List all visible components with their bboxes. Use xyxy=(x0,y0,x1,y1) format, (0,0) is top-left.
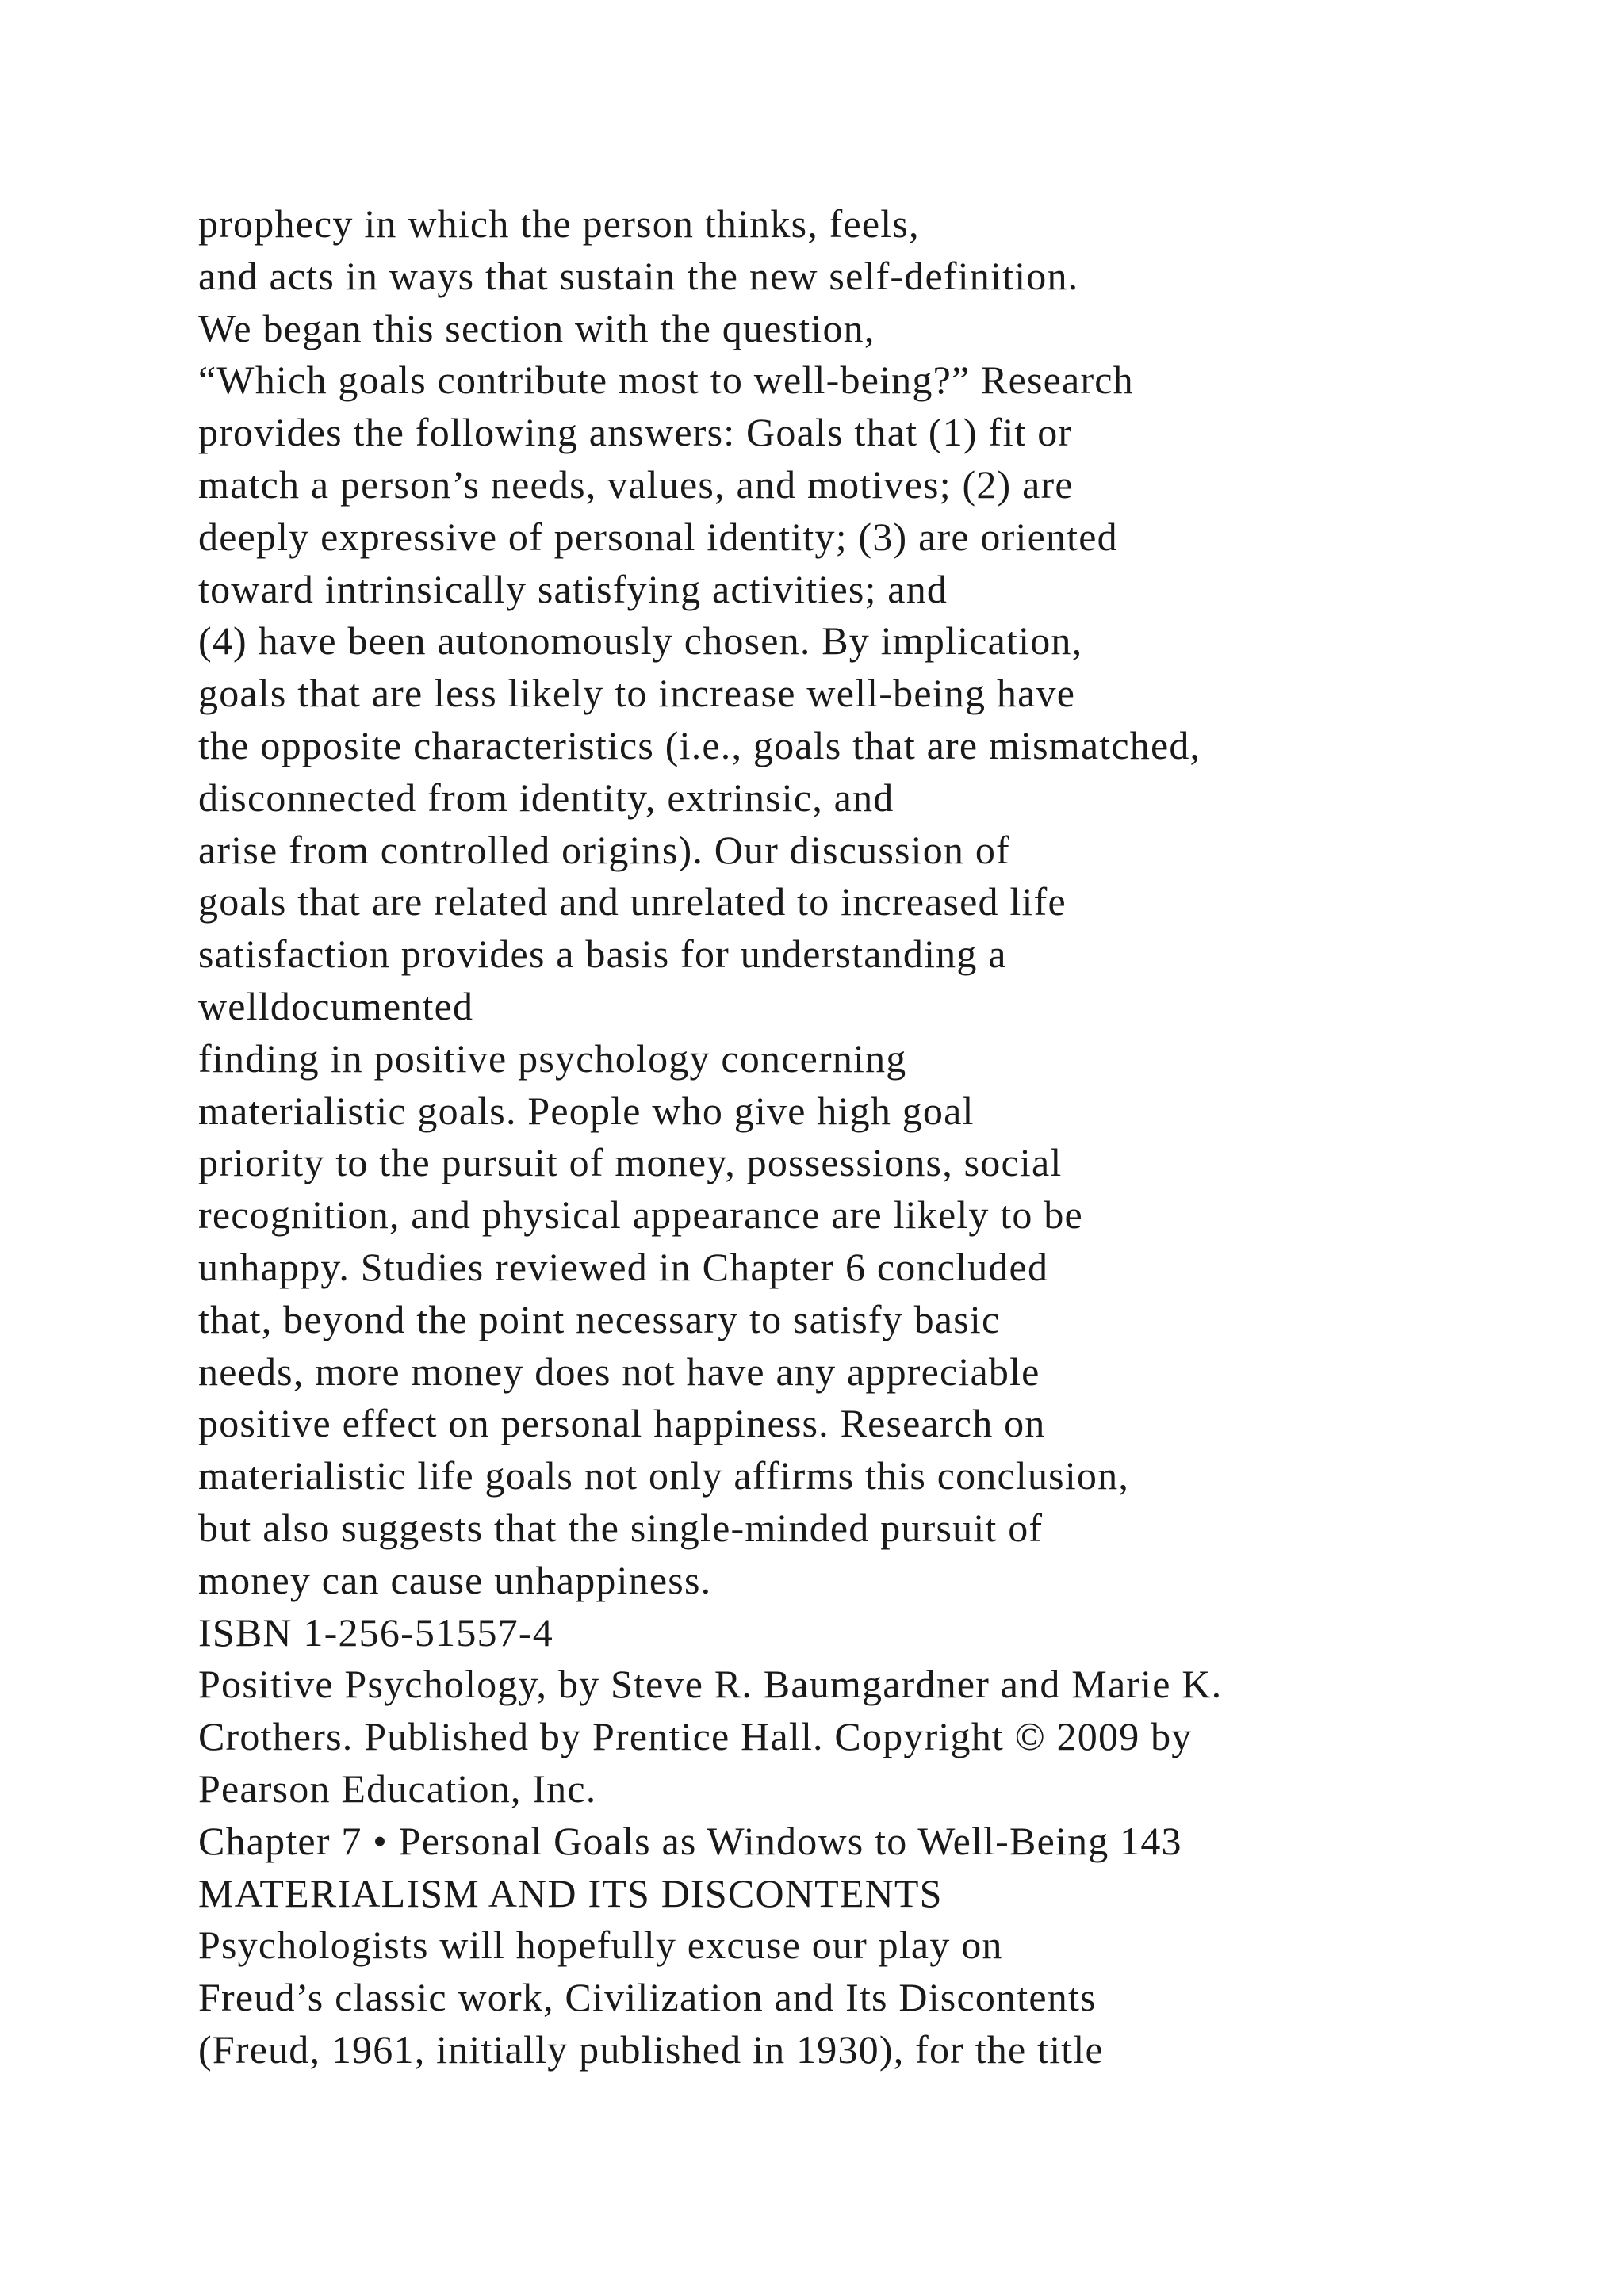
text-line: materialistic life goals not only affirms this conclusion, xyxy=(198,1453,1130,1498)
citation-line: Positive Psychology, by Steve R. Baumgardner and Marie K. xyxy=(198,1662,1223,1707)
isbn-line: ISBN 1-256-51557-4 xyxy=(198,1609,553,1655)
text-line: arise from controlled origins). Our discussion of xyxy=(198,827,1010,872)
text-line: deeply expressive of personal identity; (3) are oriented xyxy=(198,514,1118,559)
section-heading: MATERIALISM AND ITS DISCONTENTS xyxy=(198,1870,943,1915)
text-line: “Which goals contribute most to well-being?” Research xyxy=(198,358,1134,403)
text-line: satisfaction provides a basis for understanding a xyxy=(198,932,1007,977)
text-line: welldocumented xyxy=(198,983,474,1028)
text-line: We began this section with the question, xyxy=(198,305,875,350)
text-line: (4) have been autonomously chosen. By implication, xyxy=(198,618,1083,664)
text-line: goals that are related and unrelated to increased life xyxy=(198,879,1067,924)
text-line: (Freud, 1961, initially published in 1930), for the title xyxy=(198,2026,1104,2072)
citation-line: Pearson Education, Inc. xyxy=(198,1766,597,1811)
text-line: unhappy. Studies reviewed in Chapter 6 concluded xyxy=(198,1244,1049,1289)
text-line: the opposite characteristics (i.e., goals that are mismatched, xyxy=(198,722,1201,767)
citation-line: Crothers. Published by Prentice Hall. Copyright © 2009 by xyxy=(198,1714,1193,1759)
text-line: priority to the pursuit of money, possessions, social xyxy=(198,1140,1063,1185)
text-line: recognition, and physical appearance are likely to be xyxy=(198,1192,1083,1238)
body-text xyxy=(198,198,1594,2076)
text-line: disconnected from identity, extrinsic, and xyxy=(198,775,894,820)
running-header: Chapter 7 • Personal Goals as Windows to Well-Being 143 xyxy=(198,1818,1182,1863)
text-line: and acts in ways that sustain the new self-definition. xyxy=(198,253,1079,298)
text-line: finding in positive psychology concerning xyxy=(198,1035,907,1081)
text-line: materialistic goals. People who give high goal xyxy=(198,1088,975,1133)
text-line: goals that are less likely to increase well-being have xyxy=(198,671,1076,716)
text-line: provides the following answers: Goals that (1) fit or xyxy=(198,410,1073,455)
text-line: that, beyond the point necessary to satisfy basic xyxy=(198,1296,1001,1341)
text-line: Freud’s classic work, Civilization and Its Discontents xyxy=(198,1975,1097,2020)
text-line: needs, more money does not have any appreciable xyxy=(198,1349,1040,1394)
text-line: prophecy in which the person thinks, feels, xyxy=(198,201,920,246)
text-line: toward intrinsically satisfying activities; and xyxy=(198,566,948,611)
text-line: money can cause unhappiness. xyxy=(198,1557,712,1602)
text-line: but also suggests that the single-minded pursuit of xyxy=(198,1505,1044,1550)
text-line: positive effect on personal happiness. Research on xyxy=(198,1401,1046,1446)
text-line: Psychologists will hopefully excuse our play on xyxy=(198,1923,1003,1968)
text-line: match a person’s needs, values, and motives; (2) are xyxy=(198,461,1074,507)
